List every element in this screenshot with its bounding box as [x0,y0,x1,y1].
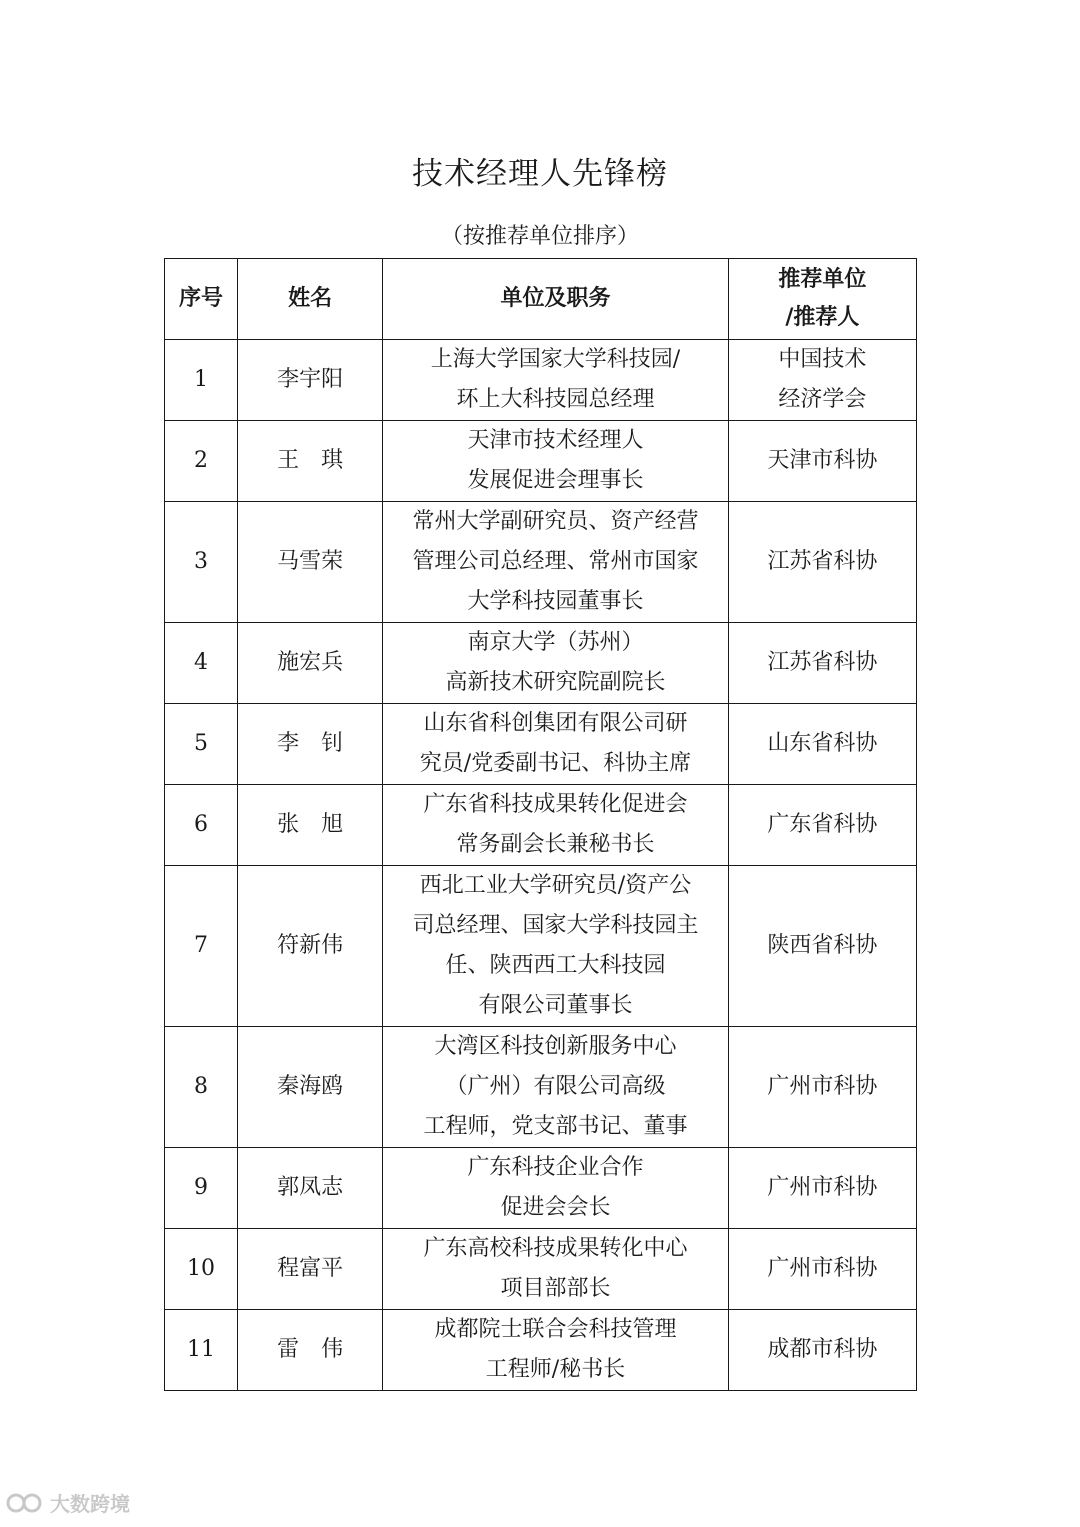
person-name: 马雪荣 [238,502,383,623]
organization-line: 工程师，党支部书记、董事 [423,1114,688,1139]
row-number: 8 [165,1027,238,1148]
row-number: 10 [165,1229,238,1310]
table-row [165,866,917,1027]
organization-position [383,1229,728,1310]
organization-line: 常州大学副研究员、资产经营 [412,509,699,534]
organization-line: 南京大学（苏州） [467,630,644,655]
header-recommender [728,259,916,340]
recommending-unit [728,704,916,785]
header-recommender-line2: /推荐人 [785,305,860,330]
row-number: 1 [165,340,238,421]
recommending-unit-line: 江苏省科协 [767,650,878,675]
recommending-unit-line: 天津市科协 [767,448,878,473]
row-number: 2 [165,421,238,502]
person-name: 李 钊 [238,704,383,785]
person-name: 王 琪 [238,421,383,502]
recommending-unit [728,866,916,1027]
recommending-unit [728,785,916,866]
person-name: 施宏兵 [238,623,383,704]
brand-logo-icon [6,1491,46,1515]
organization-position [383,502,728,623]
organization-line: 项目部部长 [500,1276,611,1301]
table-body [165,340,917,1391]
person-name: 雷 伟 [238,1310,383,1391]
watermark-text: 大数跨境 [50,1492,130,1516]
recommending-unit-line: 广州市科协 [767,1175,878,1200]
recommending-unit [728,1148,916,1229]
row-number: 9 [165,1148,238,1229]
organization-position [383,785,728,866]
person-name: 秦海鸥 [238,1027,383,1148]
header-org: 单位及职务 [383,259,728,340]
watermark [6,1488,130,1517]
organization-line: 司总经理、国家大学科技园主 [412,913,699,938]
organization-line: 有限公司董事长 [478,993,633,1018]
table-row [165,502,917,623]
row-number: 7 [165,866,238,1027]
recommending-unit [728,623,916,704]
document-subtitle: （按推荐单位排序） [440,224,639,249]
organization-line: 广东科技企业合作 [467,1155,644,1180]
organization-line: 环上大科技园总经理 [456,387,655,412]
organization-line: 西北工业大学研究员/资产公 [419,873,692,898]
organization-line: 天津市技术经理人 [467,428,644,453]
person-name: 程富平 [238,1229,383,1310]
organization-position [383,1310,728,1391]
table-row [165,623,917,704]
table-row [165,340,917,421]
organization-position [383,1027,728,1148]
organization-line: （广州）有限公司高级 [445,1074,666,1099]
recommending-unit [728,421,916,502]
person-name: 李宇阳 [238,340,383,421]
recommending-unit [728,1229,916,1310]
header-no: 序号 [165,259,238,340]
table-row [165,1229,917,1310]
row-number: 4 [165,623,238,704]
organization-position [383,704,728,785]
document-title: 技术经理人先锋榜 [412,156,668,192]
recommending-unit [728,1027,916,1148]
header-name: 姓名 [238,259,383,340]
organization-position [383,421,728,502]
recommending-unit-line: 广州市科协 [767,1256,878,1281]
table-row [165,704,917,785]
recommending-unit [728,340,916,421]
table-row [165,785,917,866]
organization-position [383,623,728,704]
row-number: 3 [165,502,238,623]
table-header-row [165,259,917,340]
recommending-unit [728,502,916,623]
organization-line: 高新技术研究院副院长 [445,670,666,695]
recommending-unit-line: 经济学会 [778,387,867,412]
table-row [165,421,917,502]
recommending-unit-line: 广东省科协 [767,812,878,837]
table-row [165,1148,917,1229]
recommending-unit [728,1310,916,1391]
organization-line: 工程师/秘书长 [485,1357,626,1382]
person-name: 符新伟 [238,866,383,1027]
table-row [165,1027,917,1148]
organization-line: 上海大学国家大学科技园/ [430,347,681,372]
table-row [165,1310,917,1391]
organization-line: 广东高校科技成果转化中心 [423,1236,688,1261]
organization-line: 任、陕西西工大科技园 [445,953,666,978]
organization-position [383,1148,728,1229]
organization-line: 管理公司总经理、常州市国家 [412,549,699,574]
organization-line: 促进会会长 [500,1195,611,1220]
organization-position [383,340,728,421]
organization-line: 广东省科技成果转化促进会 [423,792,688,817]
person-name: 郭凤志 [238,1148,383,1229]
row-number: 5 [165,704,238,785]
recommending-unit-line: 广州市科协 [767,1074,878,1099]
recommending-unit-line: 山东省科协 [767,731,878,756]
header-recommender-line1: 推荐单位 [778,267,867,292]
organization-line: 发展促进会理事长 [467,468,644,493]
organization-position [383,866,728,1027]
row-number: 6 [165,785,238,866]
organization-line: 究员/党委副书记、科协主席 [419,751,692,776]
row-number: 11 [165,1310,238,1391]
ranking-table [164,258,917,1391]
recommending-unit-line: 江苏省科协 [767,549,878,574]
organization-line: 常务副会长兼秘书长 [456,832,655,857]
recommending-unit-line: 陕西省科协 [767,933,878,958]
person-name: 张 旭 [238,785,383,866]
organization-line: 大学科技园董事长 [467,589,644,614]
organization-line: 大湾区科技创新服务中心 [434,1034,677,1059]
organization-line: 山东省科创集团有限公司研 [423,711,688,736]
recommending-unit-line: 成都市科协 [767,1337,878,1362]
recommending-unit-line: 中国技术 [778,347,867,372]
organization-line: 成都院士联合会科技管理 [434,1317,677,1342]
